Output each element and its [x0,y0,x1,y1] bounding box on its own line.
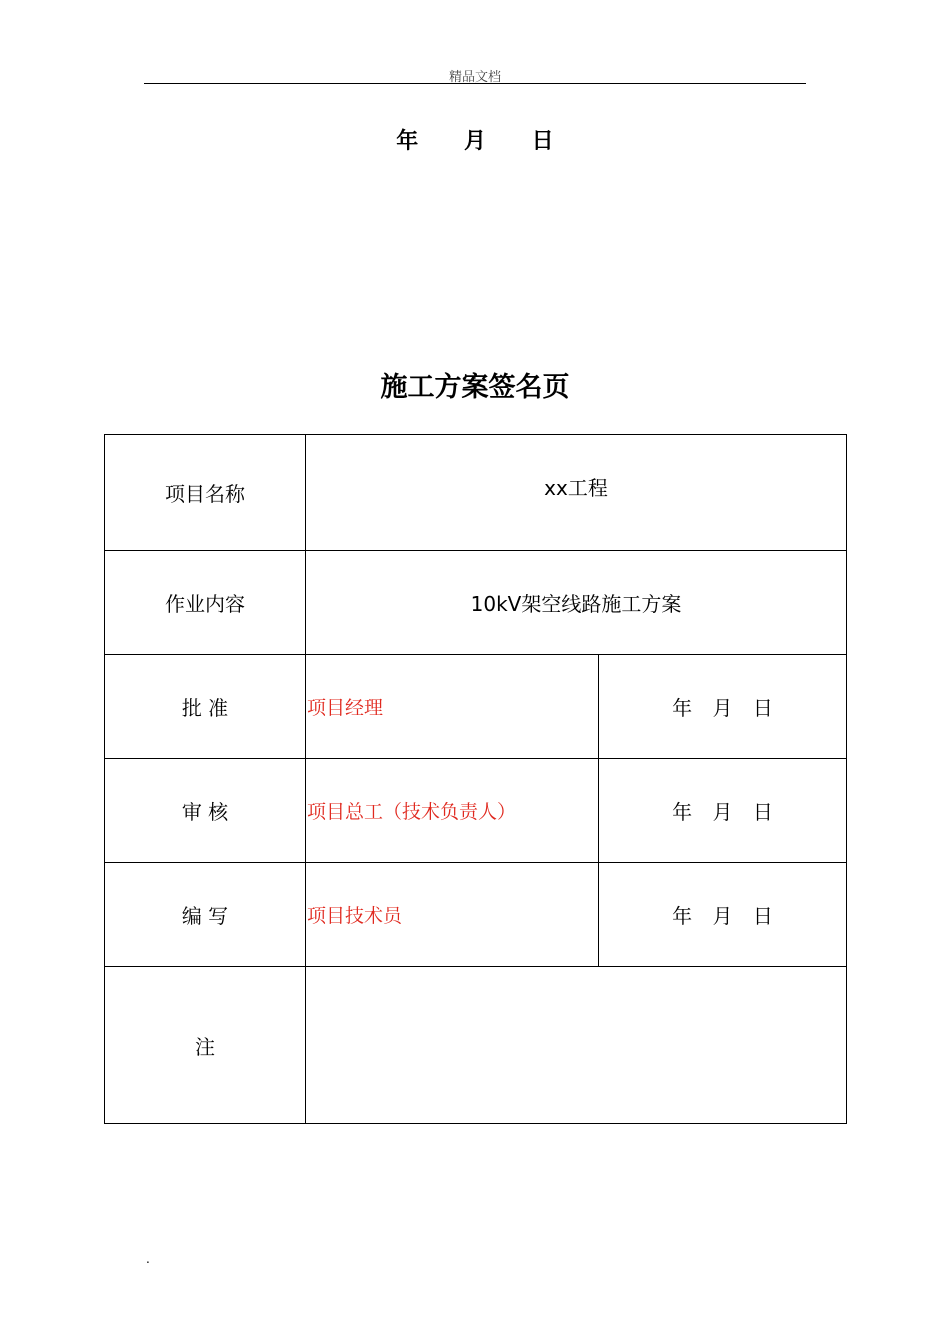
footer-mark: . [146,1252,150,1266]
compile-label: 编 写 [105,863,306,967]
review-date-day: 日 [752,800,773,824]
table-row-compile [105,863,847,967]
table-row-approve [105,655,847,759]
compile-date-day: 日 [752,904,773,928]
review-label: 审 核 [105,759,306,863]
table-row-work-content [105,551,847,655]
compile-role: 项目技术员 [306,863,599,967]
table-row-note [105,967,847,1124]
document-title: 施工方案签名页 [380,372,570,403]
compile-date [599,863,847,967]
project-name-label: 项目名称 [105,435,306,551]
header-rule [144,83,806,84]
review-date [599,759,847,863]
approve-date-year: 年 [672,696,693,720]
approve-date-month: 月 [712,696,733,720]
note-label: 注 [105,967,306,1124]
compile-date-year: 年 [672,904,693,928]
work-content-value: 10kV架空线路施工方案 [306,551,847,655]
top-date-line [0,124,950,155]
work-content-label: 作业内容 [105,551,306,655]
review-date-month: 月 [712,800,733,824]
table-row-review [105,759,847,863]
approve-label: 批 准 [105,655,306,759]
page-header: 精品文档 [448,70,501,85]
note-value [306,967,847,1124]
top-date-day: 日 [531,129,554,154]
approve-date-day: 日 [752,696,773,720]
table-row-project-name [105,435,847,551]
top-date-month: 月 [463,129,486,154]
review-role: 项目总工（技术负责人） [306,759,599,863]
project-name-value: xx工程 [306,435,847,551]
compile-date-month: 月 [712,904,733,928]
signature-table [104,434,847,1124]
approve-date [599,655,847,759]
approve-role: 项目经理 [306,655,599,759]
review-date-year: 年 [672,800,693,824]
top-date-year: 年 [396,129,419,154]
